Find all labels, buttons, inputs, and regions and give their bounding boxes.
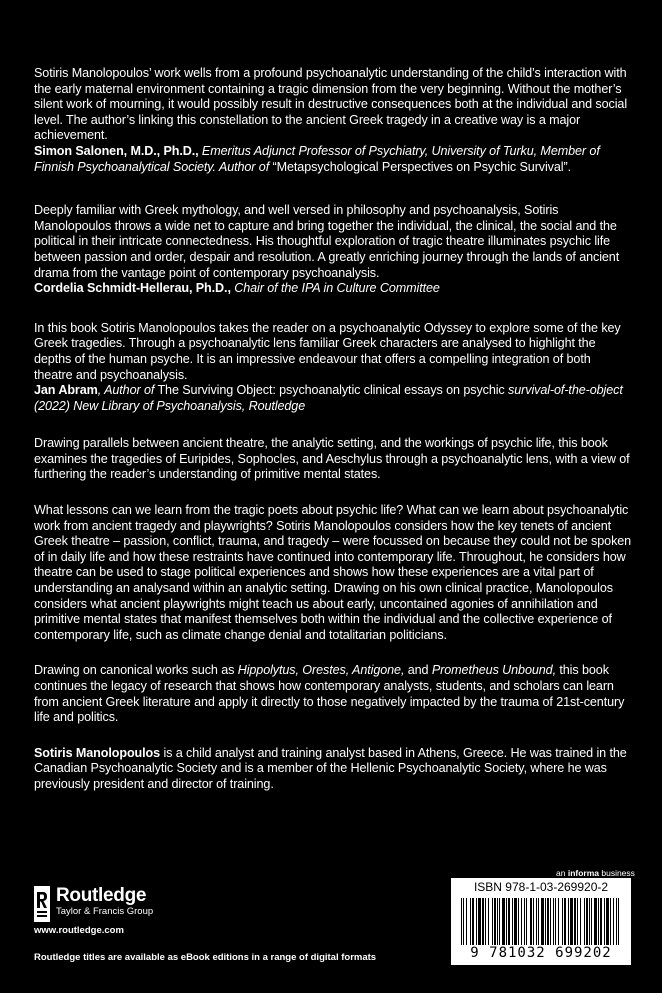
author-bio-text (34, 746, 632, 793)
barcode-bar (613, 898, 614, 945)
barcode-bar (616, 898, 617, 945)
routledge-logo-icon (34, 886, 50, 922)
back-cover-text (34, 66, 632, 813)
barcode-bar (499, 898, 500, 945)
informa-suffix: business (599, 868, 635, 878)
barcode-bar (574, 898, 576, 945)
endorsement-3-affiliation: , Author of (97, 383, 155, 398)
barcode-bar (555, 898, 556, 945)
barcode-bar (497, 898, 498, 945)
barcode-bar (568, 898, 569, 945)
barcode-bar (618, 898, 619, 945)
isbn-label: ISBN 978-1-03-269920-2 (473, 880, 609, 894)
publisher-url: www.routledge.com (34, 925, 124, 936)
barcode-bar (482, 898, 484, 945)
barcode-bar (541, 898, 544, 945)
barcode-bar (478, 898, 481, 945)
endorsement-2 (34, 203, 632, 297)
informa-tag (556, 868, 635, 878)
barcode-bar (580, 898, 581, 945)
barcode-bar (512, 898, 513, 945)
barcode-bar (553, 898, 554, 945)
barcode-bar (562, 898, 563, 945)
ebook-note: Routledge titles are available as eBook editions in a range of digital formats (34, 952, 377, 963)
informa-brand: informa (567, 868, 599, 878)
description-3-and: and (404, 663, 432, 678)
barcode-bar (492, 898, 493, 945)
author-bio-body: is a child analyst and training analyst based in Athens, Greece. He was trained in the Canadian Psychoanalytic Society and is a member of the Hellenic Psychoanalytic Society, where he was previously president and director of training. (34, 745, 627, 791)
barcode-bar (524, 898, 525, 945)
barcode-bar (589, 898, 590, 945)
author-name: Sotiris Manolopoulos (34, 745, 161, 760)
barcode-bar (463, 898, 464, 945)
description-paragraph-1 (34, 436, 632, 483)
description-text-1: Drawing parallels between ancient theatre, the analytic setting, and the workings of psychic life, this book examines the tragedies of Euripides, Sophocles, and Aeschylus through a psychoanalytic lens, with a view of furthering the reader’s understanding of primitive mental states. (34, 436, 630, 482)
endorsement-2-affiliation: Chair of the IPA in Culture Committee (230, 281, 440, 296)
barcode-bar (547, 898, 549, 945)
endorsement-1-book: “Metapsychological Perspectives on Psychic Survival”. (269, 159, 571, 174)
barcode-bar (506, 898, 507, 945)
endorsement-1-name: Simon Salonen, M.D., Ph.D., (34, 143, 199, 158)
endorsement-3-text: In this book Sotiris Manolopoulos takes the reader on a psychoanalytic Odyssey to explore some of the key Greek tragedies. Through a psychoanalytic lens familiar Greek characters are analysed to highlight the depths of the human psyche. It is an impressive endeavour that offers a compelling integration of both theatre and psychoanalysis. (34, 320, 621, 382)
endorsement-3-name: Jan Abram (34, 383, 98, 398)
endorsement-2-text: Deeply familiar with Greek mythology, and well versed in philosophy and psychoanalysis, Sotiris Manolopoulos throws a wide net to capture and bring together the individual, the clinical, the social and the political in their intricate connectedness. His thoughtful exploration of tragic theatre illuminates psychic life between passion and order, despair and resolution. A greatly enriching journey through the lands of ancient drama from the vantage point of contemporary psychoanalysis. (34, 203, 620, 280)
barcode-bar (584, 898, 585, 945)
barcode-bar (533, 898, 534, 945)
barcode-bar (470, 898, 471, 945)
endorsement-3-attribution (34, 383, 632, 414)
publisher-logo (34, 886, 153, 922)
barcode-bar (550, 898, 551, 945)
barcode-bar (536, 898, 537, 945)
barcode-bar (564, 898, 566, 945)
description-paragraph-2 (34, 503, 632, 643)
barcode-bar (476, 898, 477, 945)
informa-prefix: an (556, 868, 568, 878)
barcode-bar (485, 898, 486, 945)
barcode-bar (502, 898, 505, 945)
isbn-barcode (451, 878, 631, 965)
barcode-bar (570, 898, 573, 945)
endorsement-1-affiliation: Emeritus Adjunct Professor of Psychiatry, University of Turku, Member of Finnish Psychoanalytical Society. Author of (34, 143, 600, 174)
barcode-bar (508, 898, 510, 945)
endorsement-3 (34, 321, 632, 415)
barcode-bar (600, 898, 602, 945)
barcode-bar (610, 898, 611, 945)
endorsement-3-book: The Surviving Object: psychoanalytic clinical essays on psychic (154, 383, 509, 398)
endorsement-1-attribution (34, 144, 632, 175)
barcode-bar (526, 898, 527, 945)
endorsement-2-attribution (34, 281, 632, 297)
barcode-bar (606, 898, 609, 945)
barcode-bar (466, 898, 467, 945)
barcode-bar (604, 898, 605, 945)
publisher-name: Routledge (56, 885, 147, 906)
description-paragraph-3 (34, 663, 632, 725)
barcode-bar (594, 898, 597, 945)
barcode-bar (521, 898, 522, 945)
publisher-group: Taylor & Francis Group (56, 906, 154, 917)
barcode-bar (514, 898, 517, 945)
endorsement-2-name: Cordelia Schmidt-Hellerau, Ph.D., (34, 281, 231, 296)
barcode-bar (598, 898, 599, 945)
description-3-lead: Drawing on canonical works such as (34, 663, 238, 678)
barcode-bar (530, 898, 532, 945)
barcode-icon (459, 898, 623, 945)
description-text-3 (34, 663, 632, 725)
endorsement-3-book-series: survival-of-the-object (2022) New Library of Psychoanalysis, Routledge (34, 383, 623, 413)
endorsement-1 (34, 66, 632, 175)
barcode-bar (461, 898, 462, 945)
isbn-digits: 9 781032 699202 (470, 945, 612, 961)
barcode-bar (586, 898, 588, 945)
barcode-bar (518, 898, 519, 945)
description-3-rest: this book continues the legacy of research that shows how contemporary analysts, students, and scholars can learn from ancient Greek literature and apply it directly to those negatively impacted by the trauma of 21st-century life and politics. (34, 663, 625, 725)
barcode-bar (577, 898, 578, 945)
description-3-works: Hippolytus, Orestes, Antigone, (237, 663, 405, 678)
barcode-bar (545, 898, 546, 945)
barcode-bar (591, 898, 592, 945)
endorsement-1-text: Sotiris Manolopoulos’ work wells from a profound psychoanalytic understanding of the child’s interaction with the early maternal environment containing a tragic dimension from the very beginning. Without the mother’s silent work of mourning, it would possibly result in destructive consequences both at the individual and social level. The author’s linking this constellation to the ancient Greek tragedy in a creative way is a major achievement. (34, 66, 628, 143)
barcode-bar (558, 898, 559, 945)
publisher-wordmark (56, 886, 153, 918)
barcode-bar (488, 898, 489, 945)
description-text-2: What lessons can we learn from the tragic poets about psychic life? What can we learn about psychoanalytic work from ancient tragedy and playwrights? Sotiris Manolopoulos considers how the key tenets of ancient Greek theatre – passion, conflict, trauma, and tragedy – were focussed on because they could not be spoken of in daily life and how these restraints have continued into contemporary life. Throughout, he considers how theatre can be used to stage political experiences and shows how these experiences are a vital part of understanding an analysand within an analytic setting. Drawing on his own clinical practice, Manolopoulos considers what ancient playwrights might teach us about early, uncontained agonies of annihilation and primitive mental states that manifest themselves both within the individual and the collective experience of contemporary life, such as climate change denial and totalitarian politicians. (34, 503, 632, 642)
barcode-bar (494, 898, 496, 945)
barcode-bar (538, 898, 539, 945)
barcode-bar (472, 898, 474, 945)
author-bio (34, 746, 632, 793)
description-3-last-work: Prometheus Unbound, (431, 663, 556, 678)
